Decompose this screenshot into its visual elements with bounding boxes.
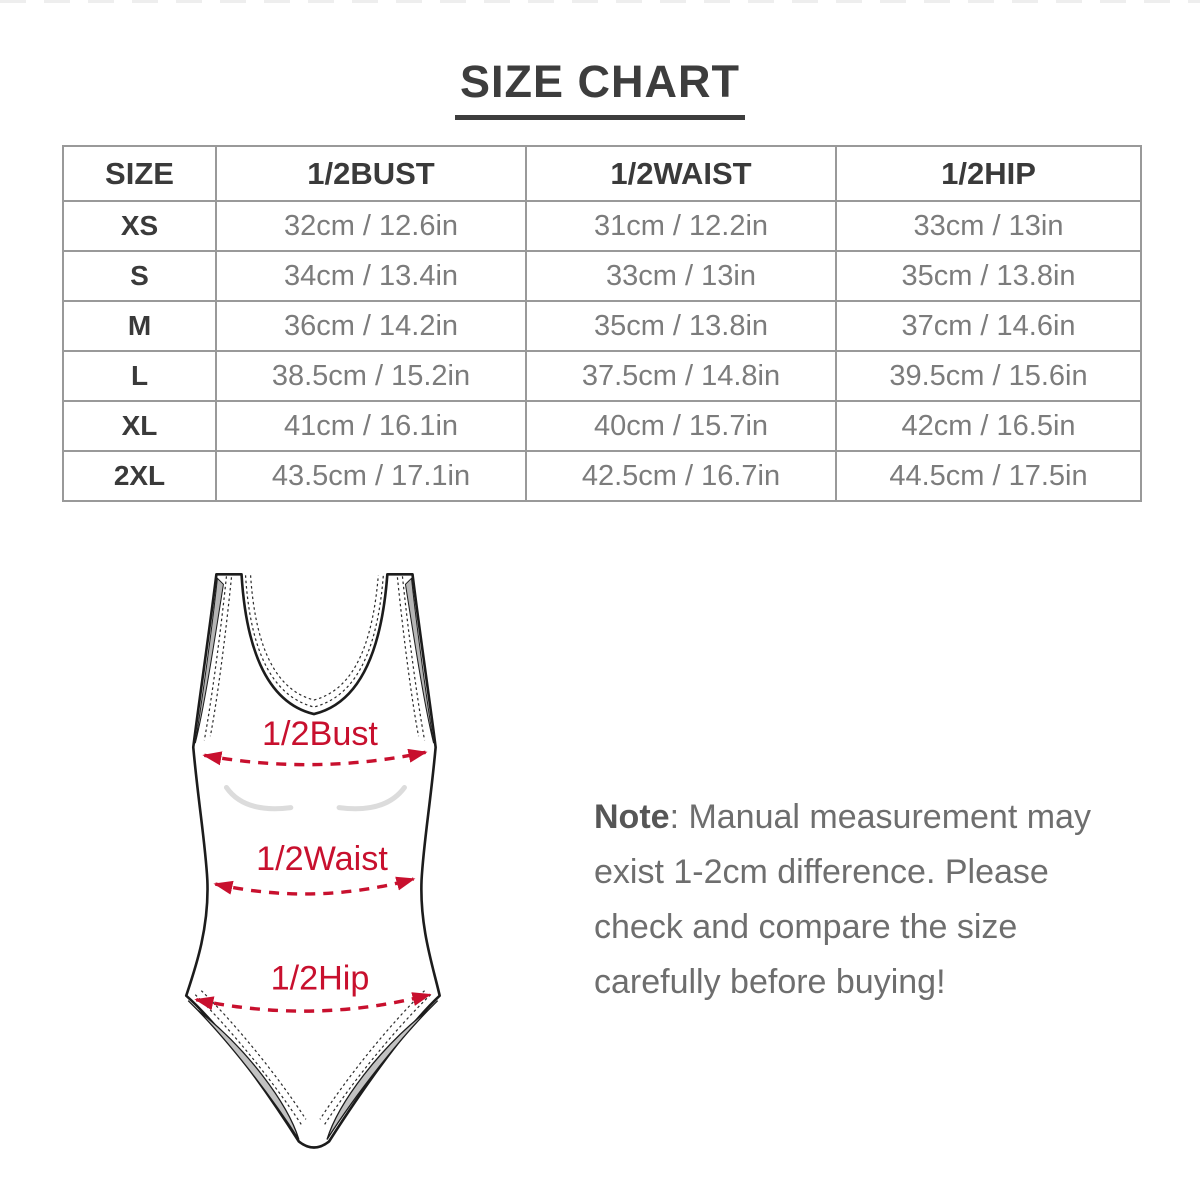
page-title bbox=[0, 56, 1200, 120]
waist-value: 42.5cm / 16.7in bbox=[526, 451, 836, 501]
page-title-text: SIZE CHART bbox=[455, 56, 745, 120]
hip-value: 39.5cm / 15.6in bbox=[836, 351, 1141, 401]
waist-value: 35cm / 13.8in bbox=[526, 301, 836, 351]
hip-arrow-label: 1/2Hip bbox=[270, 959, 370, 998]
hip-value: 42cm / 16.5in bbox=[836, 401, 1141, 451]
col-header-size: SIZE bbox=[63, 146, 216, 201]
waist-value: 33cm / 13in bbox=[526, 251, 836, 301]
col-header-bust: 1/2BUST bbox=[216, 146, 526, 201]
table-row bbox=[63, 251, 1141, 301]
table-row bbox=[63, 201, 1141, 251]
note-text bbox=[594, 790, 1139, 1010]
size-table bbox=[62, 145, 1142, 502]
col-header-hip: 1/2HIP bbox=[836, 146, 1141, 201]
waist-value: 40cm / 15.7in bbox=[526, 401, 836, 451]
waist-arrow-label: 1/2Waist bbox=[256, 839, 388, 878]
size-label: S bbox=[63, 251, 216, 301]
bust-value: 32cm / 12.6in bbox=[216, 201, 526, 251]
bust-value: 38.5cm / 15.2in bbox=[216, 351, 526, 401]
size-label: L bbox=[63, 351, 216, 401]
hip-value: 33cm / 13in bbox=[836, 201, 1141, 251]
waist-value: 31cm / 12.2in bbox=[526, 201, 836, 251]
table-header-row bbox=[63, 146, 1141, 201]
bust-value: 34cm / 13.4in bbox=[216, 251, 526, 301]
swimsuit-diagram bbox=[148, 556, 500, 1200]
bust-value: 43.5cm / 17.1in bbox=[216, 451, 526, 501]
table-row bbox=[63, 401, 1141, 451]
hip-value: 44.5cm / 17.5in bbox=[836, 451, 1141, 501]
bust-value: 36cm / 14.2in bbox=[216, 301, 526, 351]
hip-value: 37cm / 14.6in bbox=[836, 301, 1141, 351]
table-row bbox=[63, 351, 1141, 401]
top-edge-artifact bbox=[0, 0, 1200, 3]
note-body: : Manual measurement may exist 1-2cm difference. Please check and compare the size carefully before buying! bbox=[594, 798, 1091, 1001]
note-label: Note bbox=[594, 798, 670, 836]
size-label: XS bbox=[63, 201, 216, 251]
size-label: 2XL bbox=[63, 451, 216, 501]
table-row bbox=[63, 301, 1141, 351]
size-label: M bbox=[63, 301, 216, 351]
size-label: XL bbox=[63, 401, 216, 451]
col-header-waist: 1/2WAIST bbox=[526, 146, 836, 201]
hip-value: 35cm / 13.8in bbox=[836, 251, 1141, 301]
bust-value: 41cm / 16.1in bbox=[216, 401, 526, 451]
waist-value: 37.5cm / 14.8in bbox=[526, 351, 836, 401]
table-row bbox=[63, 451, 1141, 501]
bust-arrow-label: 1/2Bust bbox=[262, 715, 378, 754]
